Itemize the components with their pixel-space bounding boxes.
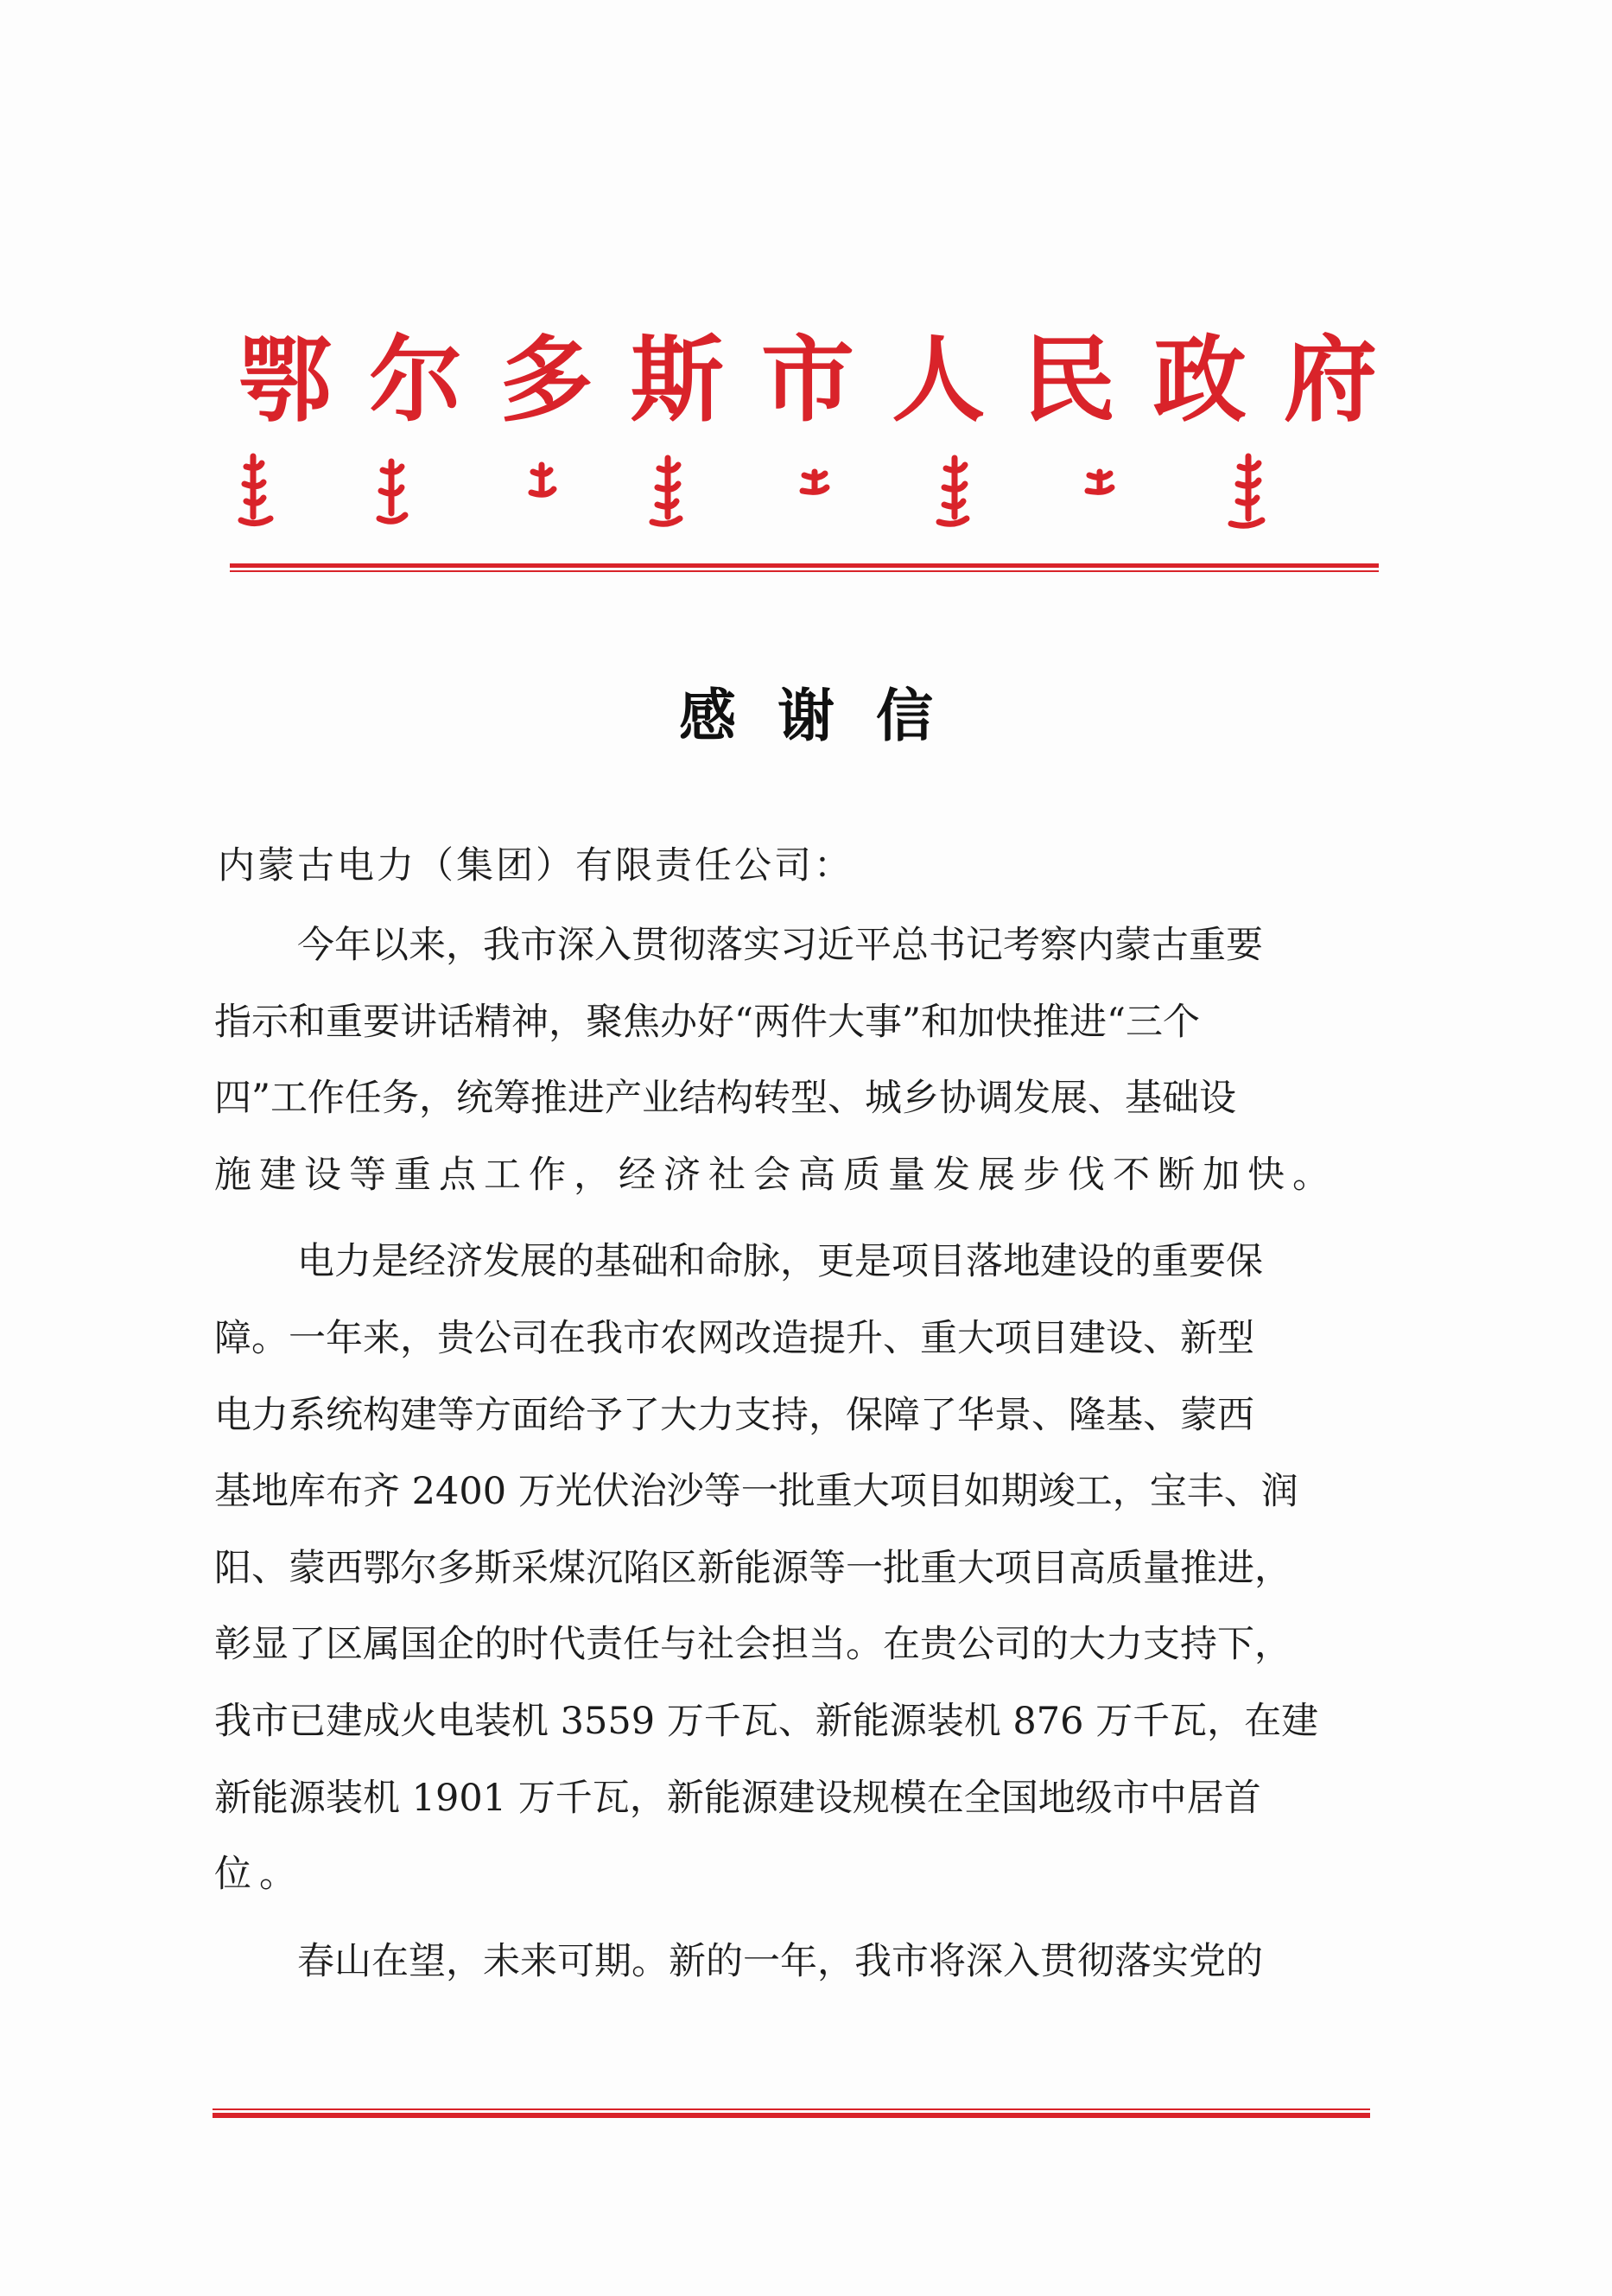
footer-divider (213, 2108, 1370, 2119)
letterhead-char: 斯 (630, 326, 724, 435)
body-line: 彰显了区属国企的时代责任与社会担当。在贵公司的大力支持下， (214, 1623, 1292, 1667)
body-line: 新能源装机 1901 万千瓦，新能源建设规模在全国地级市中居首 (214, 1776, 1261, 1820)
letterhead-char: 民 (1022, 326, 1116, 435)
letter-title: 感谢信 (679, 683, 974, 749)
body-line: 四”工作任务，统筹推进产业结构转型、城乡协调发展、基础设 (214, 1077, 1236, 1121)
divider-thick-line (230, 563, 1379, 568)
body-line: 电力是经济发展的基础和命脉，更是项目落地建设的重要保 (297, 1240, 1263, 1284)
body-line: 电力系统构建等方面给予了大力支持，保障了华景、隆基、蒙西 (214, 1393, 1254, 1437)
body-line: 指示和重要讲话精神，聚焦办好“两件大事”和加快推进“三个 (214, 1000, 1200, 1044)
mongolian-word (652, 458, 680, 524)
body-line: 位。 (214, 1853, 304, 1897)
letterhead-char: 尔 (369, 326, 463, 435)
body-line: 障。一年来，贵公司在我市农网改造提升、重大项目建设、新型 (214, 1316, 1254, 1360)
divider-thin-line (213, 2108, 1370, 2110)
mongolian-word (803, 472, 827, 492)
body-line: 阳、蒙西鄂尔多斯采煤沉陷区新能源等一批重大项目高质量推进， (214, 1546, 1292, 1590)
mongolian-word (379, 461, 405, 521)
letterhead-issuer-name (233, 324, 1382, 436)
salutation: 内蒙古电力（集团）有限责任公司： (218, 844, 854, 887)
letterhead-mongolian-script (238, 449, 1387, 536)
letterhead-char: 鄂 (238, 326, 332, 435)
body-line: 春山在望，未来可期。新的一年，我市将深入贯彻落实党的 (297, 1939, 1263, 1983)
mongolian-word (1088, 472, 1112, 492)
letter-body (214, 907, 1393, 2000)
letterhead-char: 多 (499, 326, 593, 435)
body-line: 施建设等重点工作，经济社会高质量发展步伐不断加快。 (214, 1153, 1337, 1197)
letterhead-divider (230, 563, 1379, 572)
letterhead-char: 政 (1152, 326, 1247, 435)
letterhead-char: 市 (760, 326, 854, 435)
divider-thin-line (230, 570, 1379, 572)
body-line: 基地库布齐 2400 万光伏治沙等一批重大项目如期竣工，宝丰、润 (214, 1470, 1298, 1514)
divider-thick-line (213, 2113, 1370, 2118)
paragraph-gap (214, 1913, 1393, 1924)
body-line: 今年以来，我市深入贯彻落实习近平总书记考察内蒙古重要 (297, 924, 1263, 967)
mongolian-word (241, 456, 270, 524)
letterhead-char: 人 (892, 326, 986, 435)
paragraph-gap (214, 1213, 1393, 1224)
mongolian-script-graphic (238, 449, 1387, 536)
letterhead-char: 府 (1283, 326, 1377, 435)
body-line: 我市已建成火电装机 3559 万千瓦、新能源装机 876 万千瓦，在建 (214, 1699, 1319, 1743)
mongolian-word (531, 465, 554, 494)
mongolian-word (1231, 456, 1262, 525)
mongolian-word (939, 458, 967, 524)
